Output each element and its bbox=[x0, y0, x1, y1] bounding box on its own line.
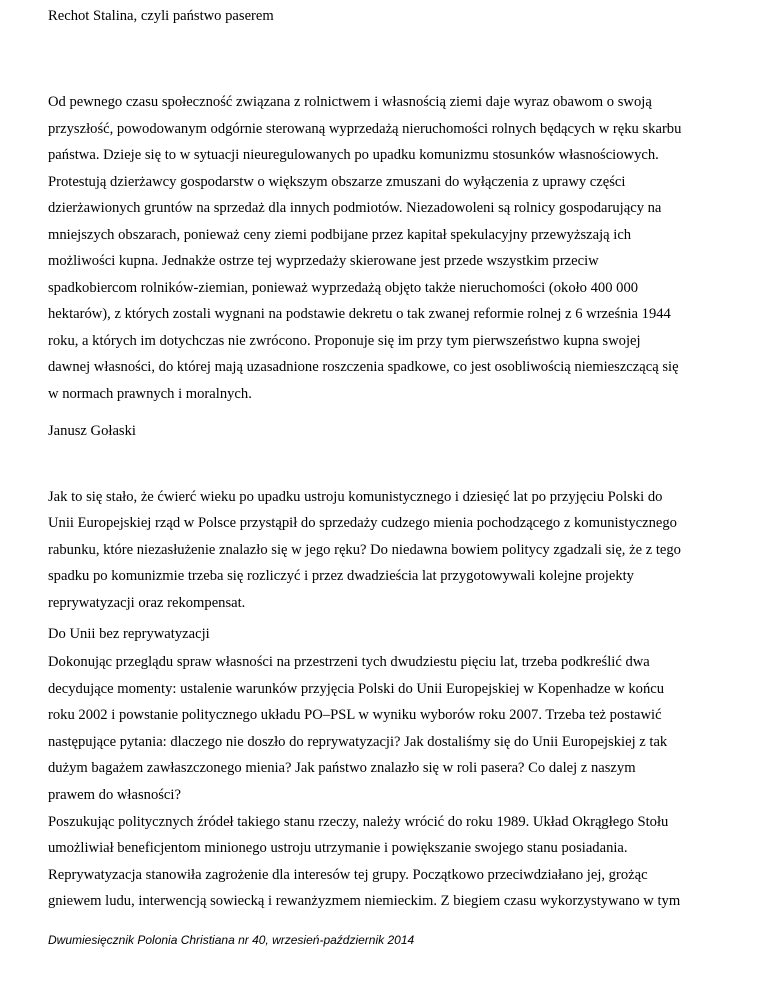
lead-line: rabunku, które niezasłużenie znalazło się w jego ręku? Do niedawna bowiem politycy zgadzali się, że z tego bbox=[48, 542, 681, 558]
intro-line: spadkobiercom rolników-ziemian, ponieważ wyprzedażą objęto także nieruchomości (około 400 000 bbox=[48, 280, 639, 296]
section-line: Reprywatyzacja stanowiła zagrożenie dla interesów tej grupy. Początkowo przeciwdziałano jej, grożąc bbox=[48, 867, 648, 883]
section-line: Poszukując politycznych źródeł takiego stanu rzeczy, należy wrócić do roku 1989. Układ Okrągłego Stołu bbox=[48, 814, 669, 830]
intro-line: dawnej własności, do której mają uzasadnione roszczenia spadkowe, co jest osobliwością niemieszczącą się bbox=[48, 359, 679, 375]
section-heading: Do Unii bez reprywatyzacji bbox=[48, 626, 210, 642]
lead-line: Jak to się stało, że ćwierć wieku po upadku ustroju komunistycznego i dziesięć lat po przyjęciu Polski do bbox=[48, 489, 663, 505]
section-line: umożliwiał beneficjentom minionego ustroju utrzymanie i powiększanie swojego stanu posiadania. bbox=[48, 840, 628, 856]
intro-line: mniejszych obszarach, ponieważ ceny ziemi podbijane przez kapitał spekulacyjny przewyższają ich bbox=[48, 227, 632, 243]
section-line: następujące pytania: dlaczego nie doszło do reprywatyzacji? Jak dostaliśmy się do Unii Europejskiej z tak bbox=[48, 734, 668, 750]
section-line: Dokonując przeglądu spraw własności na przestrzeni tych dwudziestu pięciu lat, trzeba podkreślić dwa bbox=[48, 654, 650, 670]
intro-line: Protestują dzierżawcy gospodarstw o większym obszarze zmuszani do wyłączenia z uprawy części bbox=[48, 174, 626, 190]
section-line: decydujące momenty: ustalenie warunków przyjęcia Polski do Unii Europejskiej w Kopenhadze w końcu bbox=[48, 681, 665, 697]
document-title: Rechot Stalina, czyli państwo paserem bbox=[48, 8, 274, 24]
lead-line: reprywatyzacji oraz rekompensat. bbox=[48, 595, 246, 611]
section-line: roku 2002 i powstanie politycznego układu PO–PSL w wyniku wyborów roku 2007. Trzeba też postawić bbox=[48, 707, 662, 723]
lead-line: Unii Europejskiej rząd w Polsce przystąpił do sprzedaży cudzego mienia pochodzącego z komunistycznego bbox=[48, 515, 677, 531]
intro-line: możliwości kupna. Jednakże ostrze tej wyprzedaży skierowane jest przede wszystkim przeciw bbox=[48, 253, 599, 269]
intro-line: Od pewnego czasu społeczność związana z rolnictwem i własnością ziemi daje wyraz obawom o swoją bbox=[48, 94, 652, 110]
intro-line: przyszłość, powodowanym odgórnie sterowaną wyprzedażą nieruchomości rolnych będących w ręku skarbu bbox=[48, 121, 682, 137]
intro-line: hektarów), z których zostali wygnani na podstawie dekretu o tak zwanej reformie rolnej z 6 września 1944 bbox=[48, 306, 671, 322]
author-name: Janusz Gołaski bbox=[48, 423, 136, 439]
page-footer: Dwumiesięcznik Polonia Christiana nr 40, wrzesień-październik 2014 bbox=[48, 933, 415, 947]
intro-line: państwa. Dzieje się to w sytuacji nieuregulowanych po upadku komunizmu stosunków własnościowych. bbox=[48, 147, 659, 163]
intro-line: dzierżawionych gruntów na sprzedaż dla innych podmiotów. Niezadowoleni są rolnicy gospodarujący na bbox=[48, 200, 662, 216]
lead-line: spadku po komunizmie trzeba się rozliczyć i przez dwadzieścia lat przygotowywali kolejne projekty bbox=[48, 568, 634, 584]
intro-line: roku, a których im dotychczas nie zwrócono. Proponuje się im przy tym pierwszeństwo kupna swojej bbox=[48, 333, 641, 349]
intro-line: w normach prawnych i moralnych. bbox=[48, 386, 252, 402]
section-line: prawem do własności? bbox=[48, 787, 181, 803]
section-line: gniewem ludu, interwencją sowiecką i rewanżyzmem niemieckim. Z biegiem czasu wykorzystywano w tym bbox=[48, 893, 681, 909]
section-line: dużym bagażem zawłaszczonego mienia? Jak państwo znalazło się w roli pasera? Co dalej z naszym bbox=[48, 760, 636, 776]
